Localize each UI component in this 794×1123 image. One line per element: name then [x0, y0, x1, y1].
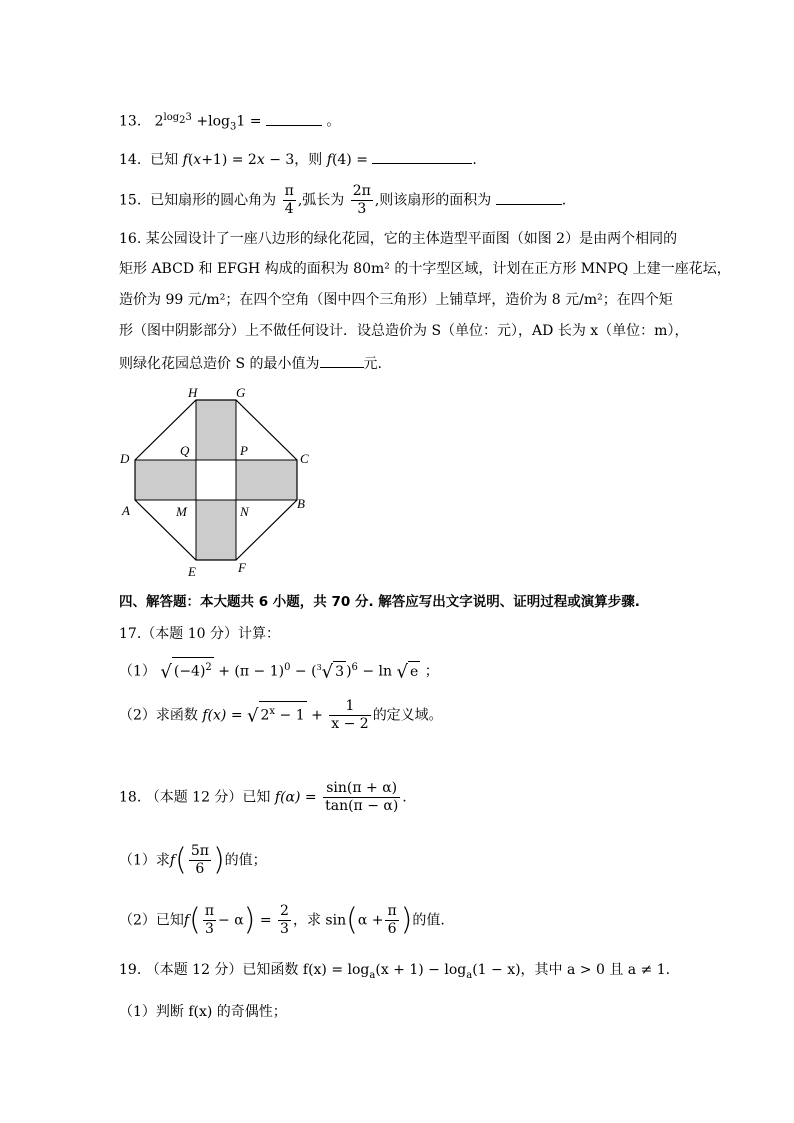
question-14: 14. 已知 f(x+1) = 2x − 3，则 f(4) = .	[119, 149, 477, 170]
label-B: B	[297, 496, 305, 511]
fraction: $\frac{2\pi}{3}$	[352, 183, 371, 217]
question-16-line4: 形（图中阴影部分）上不做任何设计．设总造价为 S（单位：元），AD 长为 x（单位：m），	[119, 323, 689, 339]
question-16-line2: 矩形 ABCD 和 EFGH 构成的面积为 80m² 的十字型区域，计划在正方形 MNPQ 上建一座花坛，	[119, 261, 731, 277]
answer-blank[interactable]	[266, 111, 322, 126]
label-G: G	[236, 385, 246, 400]
question-13: 13. $2^{log_23} +\log_31$ = 。	[119, 112, 341, 133]
label-H: H	[188, 385, 198, 400]
answer-blank[interactable]	[320, 353, 364, 368]
label-P: P	[240, 443, 248, 458]
label-Q: Q	[180, 443, 190, 458]
question-16-line3: 造价为 99 元/m²；在四个空角（图中四个三角形）上铺草坪，造价为 8 元/m²；在四个矩	[119, 292, 673, 308]
question-19-part1: （1）判断 f(x) 的奇偶性；	[119, 1004, 287, 1020]
octagon-garden-figure	[114, 383, 324, 583]
center-square-mnpq	[196, 460, 236, 500]
question-15: 15. 已知扇形的圆心角为 $\frac{\pi}{4}$ ,弧长为 $\frac{2\pi}{3}$ ,则该扇形的面积为 .	[119, 183, 567, 217]
shaded-rect-right	[236, 460, 297, 500]
shaded-rect-bottom	[196, 500, 236, 560]
question-18-head: 18. （本题 12 分）已知 f(α) = $\frac{\sin(\pi + \alpha)}{\tan(\pi - \alpha)}$ .	[119, 780, 407, 814]
question-16-line1: 16. 某公园设计了一座八边形的绿化花园，它的主体造型平面图（如图 2）是由两个相同的	[119, 231, 678, 247]
label-F: F	[238, 560, 246, 575]
question-17-head: 17.（本题 10 分）计算：	[119, 626, 280, 642]
section-4-title: 四、解答题：本大题共 6 小题，共 70 分. 解答应写出文字说明、证明过程或演算步骤.	[119, 594, 640, 610]
label-C: C	[300, 451, 309, 466]
question-18-part2: （2）已知f( $\frac{\pi}{3}$ − α) = $\frac{2}{3}$ ，求 sin(α + $\frac{\pi}{6}$ )的值.	[119, 902, 445, 938]
label-A: A	[122, 503, 130, 518]
label-D: D	[120, 451, 130, 466]
label-E: E	[188, 564, 196, 579]
label-N: N	[240, 504, 249, 519]
question-17-part2: （2）求函数 f(x) = √ $2^x - 1$ + $\frac{1}{x - 2}$ 的定义域。	[119, 698, 443, 732]
label-M: M	[176, 504, 187, 519]
answer-blank[interactable]	[496, 190, 562, 205]
question-16-line5: 则绿化花园总造价 S 的最小值为 元.	[119, 353, 382, 374]
shaded-rect-top	[196, 400, 236, 460]
question-18-part1: （1）求f( $\frac{5\pi}{6}$ )的值；	[119, 842, 267, 878]
question-17-part1: （1） √ $(-4)^2 + (\pi - 1)^0 - (^3√$ 3 )$^6$ − ln √ e ；	[119, 657, 439, 683]
fraction: $\frac{\pi}{4}$	[284, 183, 294, 217]
q13-base: 2	[154, 113, 164, 130]
shaded-rect-left	[135, 460, 196, 500]
answer-blank[interactable]	[372, 149, 472, 164]
question-19-head: 19. （本题 12 分）已知函数 $f(x) = \log_a(x + 1) - \log_a(1 - x)$，其中 a > 0 且 a ≠ 1.	[119, 962, 671, 981]
